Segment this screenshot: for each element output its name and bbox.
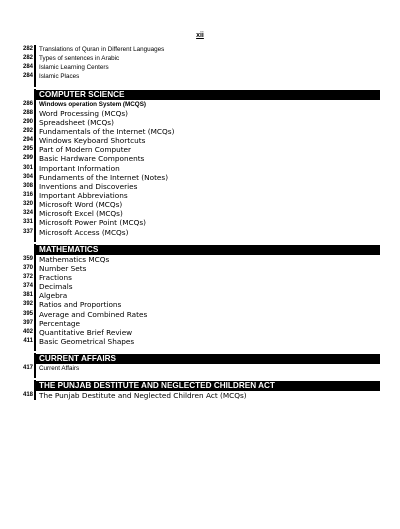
section-gap <box>18 82 380 87</box>
table-of-contents <box>18 45 380 400</box>
entry-page-number: 304 <box>22 173 33 180</box>
divider-line <box>34 255 36 264</box>
divider-line <box>34 209 36 218</box>
toc-entry[interactable] <box>18 337 380 346</box>
section-gap <box>18 237 380 242</box>
toc-entry[interactable] <box>18 182 380 191</box>
entry-page-number: 381 <box>22 292 33 299</box>
toc-entry[interactable] <box>18 319 380 328</box>
entry-page-number: 290 <box>22 118 33 125</box>
toc-entry[interactable] <box>18 282 380 291</box>
toc-entry[interactable] <box>18 291 380 300</box>
entry-page-number: 284 <box>22 73 33 80</box>
entry-title: Islamic Learning Centers <box>39 64 109 72</box>
entry-page-number: 308 <box>22 182 33 189</box>
toc-entry[interactable] <box>18 118 380 127</box>
entry-page-number: 372 <box>22 273 33 280</box>
entry-page-number: 286 <box>22 100 33 107</box>
toc-entry[interactable] <box>18 200 380 209</box>
toc-entry[interactable] <box>18 45 380 54</box>
entry-title: Algebra <box>39 291 68 301</box>
section-title: COMPUTER SCIENCE <box>39 89 125 99</box>
section-title: THE PUNJAB DESTITUTE AND NEGLECTED CHILDREN ACT <box>39 381 275 391</box>
entry-page-number: 395 <box>22 310 33 317</box>
entry-page-number: 282 <box>22 55 33 62</box>
entry-title: Fractions <box>39 272 72 282</box>
entry-title: Basic Geometrical Shapes <box>39 336 135 346</box>
divider-line <box>34 109 36 118</box>
entry-title: Microsoft Excel (MCQs) <box>39 209 123 219</box>
divider-line <box>34 328 36 337</box>
entry-title: Decimals <box>39 282 73 292</box>
entry-title: Types of sentences in Arabic <box>39 55 120 63</box>
entry-title: Windows Keyboard Shortcuts <box>39 136 146 146</box>
entry-title: Microsoft Power Point (MCQs) <box>39 218 146 228</box>
toc-entry[interactable] <box>18 63 380 72</box>
divider-line <box>34 154 36 163</box>
divider-line <box>34 391 36 400</box>
entry-page-number: 418 <box>22 392 33 399</box>
entry-page-number: 331 <box>22 219 33 226</box>
section-gap <box>18 346 380 351</box>
entry-page-number: 411 <box>23 337 33 344</box>
toc-entry[interactable] <box>18 264 380 273</box>
entry-title: Microsoft Access (MCQs) <box>39 227 129 237</box>
entry-page-number: 292 <box>22 127 33 134</box>
entry-page-number: 397 <box>22 319 33 326</box>
entry-title: Word Processing (MCQs) <box>39 108 128 118</box>
entry-title: Number Sets <box>39 263 87 273</box>
divider-line <box>34 100 36 109</box>
section-heading <box>18 380 380 391</box>
toc-entry[interactable] <box>18 310 380 319</box>
toc-entry[interactable] <box>18 100 380 109</box>
divider-line <box>34 291 36 300</box>
toc-entry[interactable] <box>18 54 380 63</box>
entry-page-number: 295 <box>22 146 33 153</box>
divider-line <box>34 218 36 227</box>
toc-entry[interactable] <box>18 72 380 81</box>
divider-line <box>34 118 36 127</box>
toc-entry[interactable] <box>18 328 380 337</box>
entry-page-number: 316 <box>22 191 33 198</box>
toc-entry[interactable] <box>18 391 380 400</box>
entry-title: Ratios and Proportions <box>39 300 122 310</box>
divider-line <box>34 45 36 54</box>
entry-page-number: 301 <box>22 164 33 171</box>
divider-line <box>34 136 36 145</box>
entry-title: The Punjab Destitute and Neglected Children Act (MCQs) <box>39 391 247 401</box>
entry-title: Windows operation System (MCQS) <box>39 100 146 108</box>
entry-page-number: 299 <box>22 155 33 162</box>
entry-title: Basic Hardware Components <box>39 154 145 164</box>
divider-line <box>34 273 36 282</box>
divider-line <box>34 191 36 200</box>
toc-entry[interactable] <box>18 209 380 218</box>
entry-title: Inventions and Discoveries <box>39 181 138 191</box>
entry-page-number: 417 <box>22 365 33 372</box>
toc-entry[interactable] <box>18 273 380 282</box>
divider-line <box>34 310 36 319</box>
divider-line <box>34 228 36 237</box>
entry-title: Translations of Quran in Different Languages <box>39 46 165 53</box>
divider-line <box>34 63 36 72</box>
divider-line <box>34 145 36 154</box>
toc-entry[interactable] <box>18 218 380 227</box>
divider-line <box>34 346 36 351</box>
divider-line <box>34 127 36 136</box>
section-title: MATHEMATICS <box>39 244 99 254</box>
section-heading <box>18 353 380 364</box>
divider-line <box>34 264 36 273</box>
divider-line <box>34 54 36 63</box>
toc-entry[interactable] <box>18 364 380 373</box>
entry-page-number: 320 <box>22 201 33 208</box>
entry-page-number: 284 <box>22 64 33 71</box>
entry-title: Spreadsheet (MCQs) <box>39 117 114 127</box>
divider-line <box>34 173 36 182</box>
entry-title: Part of Modern Computer <box>39 145 132 155</box>
toc-entry[interactable] <box>18 255 380 264</box>
entry-page-number: 374 <box>22 283 33 290</box>
entry-title: Current Affairs <box>39 365 80 373</box>
entry-title: Important Abbreviations <box>39 190 128 200</box>
divider-line <box>34 319 36 328</box>
divider-line <box>34 300 36 309</box>
toc-entry[interactable] <box>18 145 380 154</box>
entry-title: Quantitative Brief Review <box>39 327 133 337</box>
divider-line <box>34 237 36 242</box>
section-gap <box>18 373 380 378</box>
entry-title: Important Information <box>39 163 120 173</box>
toc-entry[interactable] <box>18 136 380 145</box>
entry-page-number: 359 <box>22 255 33 262</box>
section-title: CURRENT AFFAIRS <box>39 354 117 364</box>
divider-line <box>34 200 36 209</box>
entry-title: Average and Combined Rates <box>39 309 148 319</box>
entry-title: Microsoft Word (MCQs) <box>39 200 123 210</box>
toc-entry[interactable] <box>18 154 380 163</box>
entry-title: Fundaments of the Internet (Notes) <box>39 172 169 182</box>
entry-page-number: 392 <box>22 301 33 308</box>
toc-entry[interactable] <box>18 164 380 173</box>
divider-line <box>34 164 36 173</box>
entry-page-number: 324 <box>22 210 33 217</box>
divider-line <box>34 373 36 378</box>
entry-title: Islamic Places <box>39 73 80 81</box>
divider-line <box>34 337 36 346</box>
entry-page-number: 337 <box>22 228 33 235</box>
entry-page-number: 282 <box>22 46 33 52</box>
toc-entry[interactable] <box>18 109 380 118</box>
section-heading <box>18 244 380 255</box>
toc-entry[interactable] <box>18 191 380 200</box>
page-number: xii <box>196 32 204 39</box>
divider-line <box>34 182 36 191</box>
entry-page-number: 288 <box>22 109 33 116</box>
entry-title: Mathematics MCQs <box>39 254 110 264</box>
section-heading <box>18 89 380 100</box>
toc-entry[interactable] <box>18 300 380 309</box>
toc-entry[interactable] <box>18 127 380 136</box>
entry-title: Percentage <box>39 318 81 328</box>
divider-line <box>34 282 36 291</box>
toc-entry[interactable] <box>18 228 380 237</box>
entry-page-number: 370 <box>22 264 33 271</box>
divider-line <box>34 364 36 373</box>
entry-page-number: 402 <box>22 328 33 335</box>
divider-line <box>34 72 36 81</box>
entry-title: Fundamentals of the Internet (MCQs) <box>39 126 175 136</box>
toc-entry[interactable] <box>18 173 380 182</box>
entry-page-number: 294 <box>22 137 33 144</box>
divider-line <box>34 82 36 87</box>
